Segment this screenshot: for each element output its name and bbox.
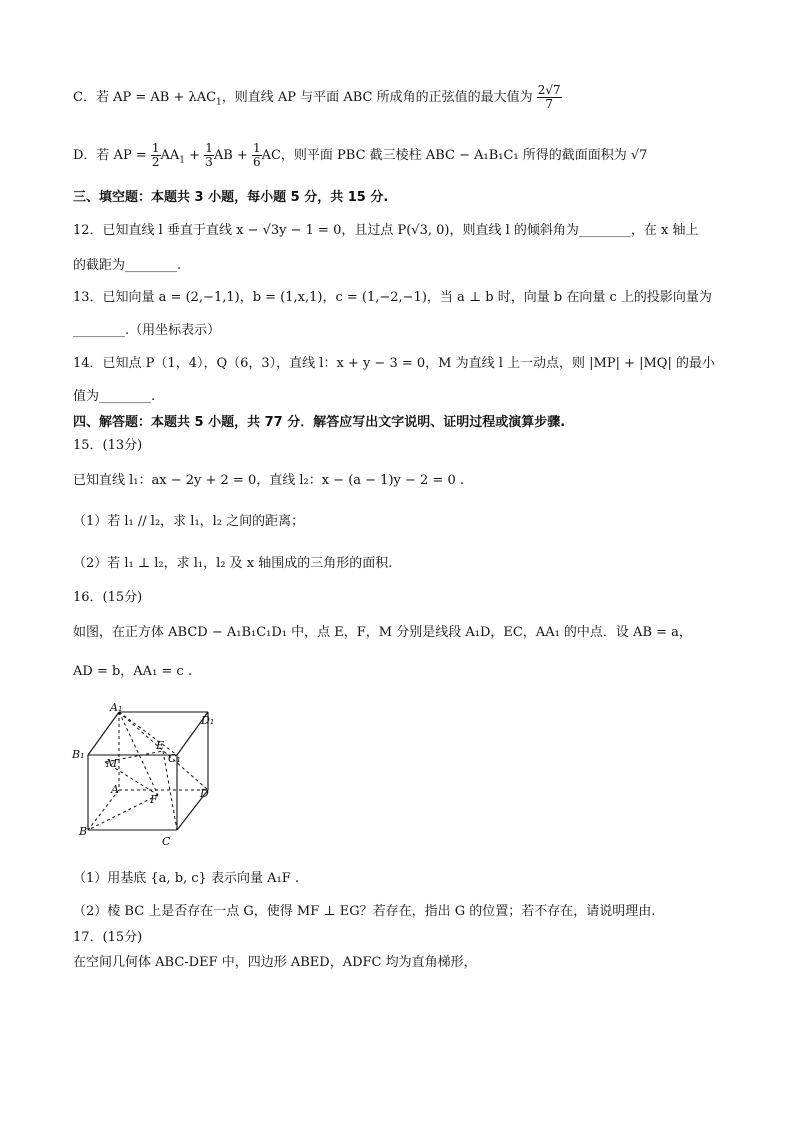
q16-stem-2: AD = b，AA₁ = c . [73, 664, 192, 679]
label-m: M [106, 757, 118, 770]
option-c-frac-num: 2√7 [537, 83, 561, 97]
option-d-t2: AB + [213, 148, 248, 163]
option-d-f2-num: 1 [205, 141, 213, 155]
option-d-frac-1 [151, 142, 161, 169]
option-c [73, 84, 562, 114]
option-d-f1-num: 1 [151, 141, 160, 155]
label-c: C [162, 835, 171, 848]
option-c-sub: 1 [216, 97, 222, 108]
label-a1: A₁ [110, 701, 123, 714]
option-d-end: AC，则平面 PBC 截三棱柱 ABC − A₁B₁C₁ 所得的截面面积为 √7 [261, 148, 648, 163]
option-d-f3-num: 1 [252, 141, 261, 155]
label-f: F [150, 793, 158, 806]
q13-line-1: 13．已知向量 a = (2,−1,1)，b = (1,x,1)，c = (1,−2,−1)，当 a ⊥ b 时，向量 b 在向量 c 上的投影向量为 [73, 290, 712, 305]
option-c-text-before: C．若 AP = AB + λAC [73, 90, 217, 105]
option-d-f2-den: 3 [205, 155, 213, 169]
label-b1: B₁ [72, 748, 85, 761]
option-c-text-middle: ，则直线 AP 与平面 ABC 所成角的正弦值的最大值为 [221, 90, 533, 105]
label-c1: C₁ [168, 752, 181, 765]
option-d [73, 142, 647, 172]
option-c-fraction [537, 84, 562, 111]
option-d-frac-2 [204, 142, 214, 169]
q12-line-1: 12．已知直线 l 垂直于直线 x − √3y − 1 = 0，且过点 P(√3, 0)，则直线 l 的倾斜角为________，在 x 轴上 [73, 223, 699, 238]
q16-header: 16．(15分) [73, 590, 143, 605]
option-d-frac-3 [252, 142, 262, 169]
label-e: E [156, 739, 165, 752]
q16-part-1: （1）用基底 {a, b, c} 表示向量 A₁F . [73, 871, 299, 886]
q14-line-1: 14．已知点 P（1，4），Q（6，3），直线 l：x + y − 3 = 0，M 为直线 l 上一动点，则 |MP| + |MQ| 的最小 [73, 356, 715, 371]
label-d: D [200, 787, 209, 800]
option-d-plus1: + [189, 148, 201, 163]
label-d1: D₁ [201, 714, 215, 727]
q17-stem: 在空间几何体 ABC-DEF 中，四边形 ABED，ADFC 均为直角梯形， [73, 955, 477, 970]
option-c-frac-den: 7 [545, 97, 553, 111]
q15-part-1: （1）若 l₁ // l₂，求 l₁，l₂ 之间的距离； [73, 514, 305, 529]
option-d-t1: AA [160, 148, 180, 163]
q12-line-2: 的截距为________. [73, 258, 182, 273]
option-d-t1-sub: 1 [179, 155, 186, 166]
q17-header: 17．(15分) [73, 930, 143, 945]
label-a: A [111, 783, 119, 796]
section-4-title: 四、解答题：本题共 5 小题，共 77 分．解答应写出文字说明、证明过程或演算步骤. [73, 415, 566, 430]
q15-header: 15．(13分) [73, 438, 143, 453]
cube-figure [70, 700, 220, 850]
q14-line-2: 值为________. [73, 389, 156, 404]
label-b: B [79, 825, 88, 838]
q13-line-2: ________.（用坐标表示） [73, 323, 221, 338]
q15-part-2: （2）若 l₁ ⊥ l₂，求 l₁，l₂ 及 x 轴围成的三角形的面积. [73, 556, 393, 571]
option-d-f1-den: 2 [151, 155, 160, 169]
option-d-f3-den: 6 [252, 155, 261, 169]
q16-part-2: （2）棱 BC 上是否存在一点 G，使得 MF ⊥ EG？若存在，指出 G 的位置；若不存在，请说明理由. [73, 904, 656, 919]
q15-stem: 已知直线 l₁：ax − 2y + 2 = 0，直线 l₂：x − (a − 1)y − 2 = 0 . [73, 473, 464, 488]
q16-stem-1: 如图，在正方体 ABCD − A₁B₁C₁D₁ 中，点 E，F，M 分别是线段 A₁D，EC，AA₁ 的中点．设 AB = a， [73, 625, 692, 640]
section-3-title: 三、填空题：本题共 3 小题，每小题 5 分，共 15 分. [73, 190, 389, 205]
option-d-start: D．若 AP = [73, 148, 147, 163]
